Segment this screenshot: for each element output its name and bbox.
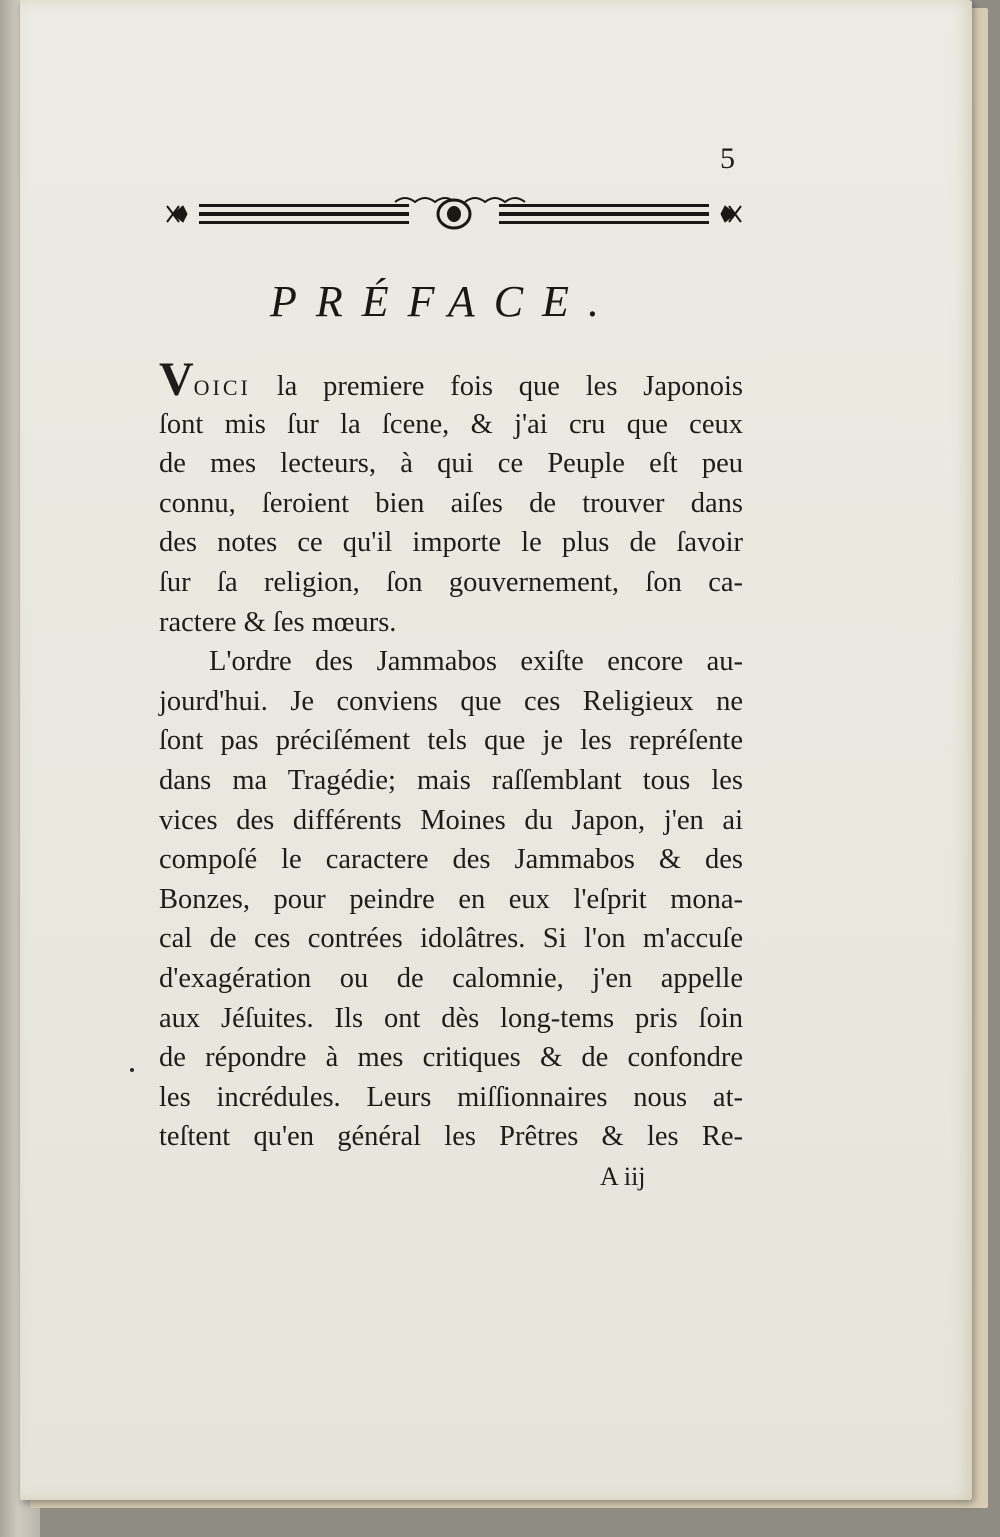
text-line: connu, ſeroient bien aiſes de trouver dans xyxy=(159,487,743,519)
text-line: jourd'hui. Je conviens que ces Religieux ne xyxy=(159,685,743,717)
text-line: de répondre à mes critiques & de confondre xyxy=(159,1042,743,1074)
text-line: ſont pas préciſément tels que je les repréſente xyxy=(159,725,743,757)
text-line: teſtent qu'en général les Prêtres & les Re- xyxy=(159,1121,743,1153)
preface-text xyxy=(159,353,743,1157)
text-line: ſur ſa religion, ſon gouvernement, ſon ca- xyxy=(159,566,743,598)
text-line: les incrédules. Leurs miſſionnaires nous at- xyxy=(159,1081,743,1113)
first-line-text: la premiere fois que les Japonois xyxy=(276,371,743,402)
text-line: de mes lecteurs, à qui ce Peuple eſt peu xyxy=(159,448,743,480)
page-number: 5 xyxy=(720,142,735,175)
text-line: dans ma Tragédie; mais raſſemblant tous les xyxy=(159,764,743,796)
text-line: Bonzes, pour peindre en eux l'eſprit mona- xyxy=(159,883,743,915)
text-line xyxy=(159,353,743,406)
text-line: L'ordre des Jammabos exiſte encore au- xyxy=(209,646,743,678)
text-line: ractere & ſes mœurs. xyxy=(159,606,397,638)
drop-cap: V xyxy=(159,353,194,406)
opening-smallcaps: OICI xyxy=(193,375,251,400)
text-line: compoſé le caractere des Jammabos & des xyxy=(159,844,743,876)
text-line: cal de ces contrées idolâtres. Si l'on m'accuſe xyxy=(159,923,743,955)
page-title: PRÉFACE. xyxy=(270,277,618,326)
text-line: d'exagération ou de calomnie, j'en appelle xyxy=(159,962,743,994)
ornament-headband-icon xyxy=(165,192,743,236)
signature-mark: A iij xyxy=(600,1162,646,1191)
text-line: des notes ce qu'il importe le plus de ſavoir xyxy=(159,527,743,559)
text-line: vices des différents Moines du Japon, j'en ai xyxy=(159,804,743,836)
text-line: aux Jéſuites. Ils ont dès long-tems pris ſoin xyxy=(159,1002,743,1034)
ink-speck xyxy=(130,1068,134,1072)
text-line: ſont mis ſur la ſcene, & j'ai cru que ceux xyxy=(159,408,743,440)
